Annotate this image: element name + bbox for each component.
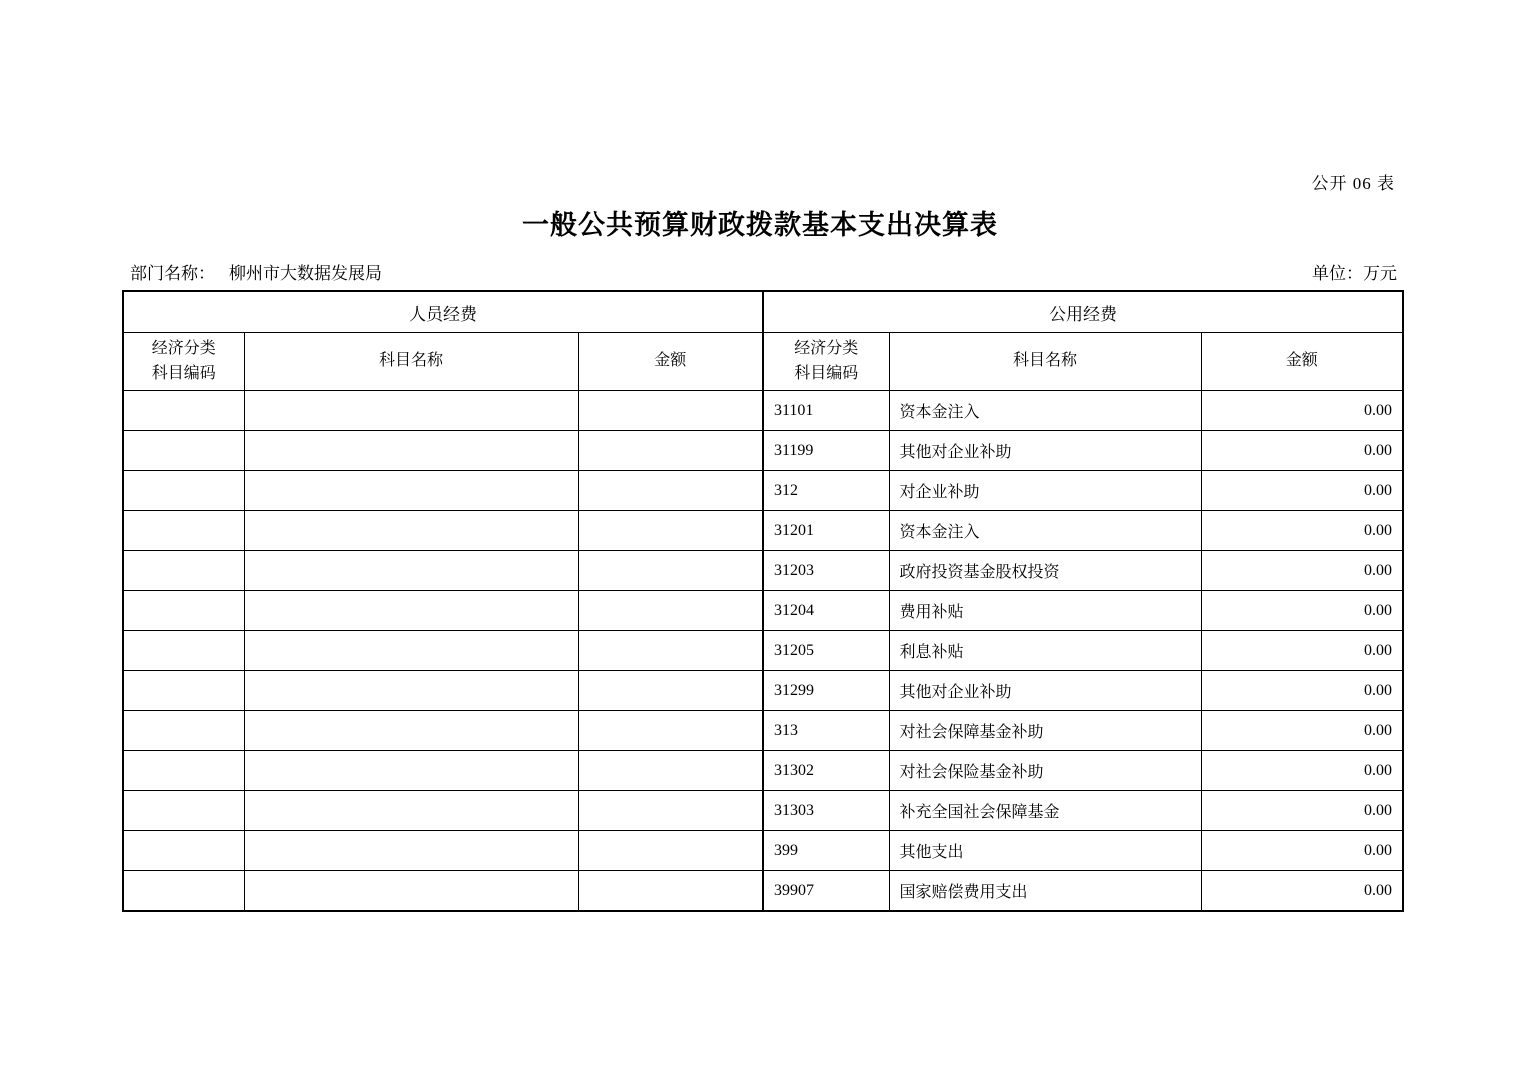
left-amount-cell bbox=[578, 831, 763, 871]
right-name-cell: 其他对企业补助 bbox=[889, 431, 1201, 471]
right-code-cell: 31201 bbox=[763, 511, 889, 551]
right-code-cell: 31204 bbox=[763, 591, 889, 631]
right-amount-cell: 0.00 bbox=[1201, 791, 1403, 831]
left-name-cell bbox=[244, 431, 578, 471]
right-code-cell: 39907 bbox=[763, 871, 889, 912]
left-name-cell bbox=[244, 791, 578, 831]
table-row bbox=[123, 511, 1403, 551]
right-amount-cell: 0.00 bbox=[1201, 871, 1403, 912]
left-name-cell bbox=[244, 671, 578, 711]
right-code-cell: 31203 bbox=[763, 551, 889, 591]
table-row bbox=[123, 631, 1403, 671]
department-value: 柳州市大数据发展局 bbox=[229, 264, 382, 283]
left-code-cell bbox=[123, 471, 244, 511]
left-amount-cell bbox=[578, 591, 763, 631]
right-name-cell: 对社会保障基金补助 bbox=[889, 711, 1201, 751]
left-code-cell bbox=[123, 391, 244, 431]
right-code-cell: 31101 bbox=[763, 391, 889, 431]
right-amount-cell: 0.00 bbox=[1201, 751, 1403, 791]
left-code-cell bbox=[123, 431, 244, 471]
left-name-cell bbox=[244, 591, 578, 631]
left-amount-cell bbox=[578, 711, 763, 751]
table-row bbox=[123, 711, 1403, 751]
left-code-cell bbox=[123, 751, 244, 791]
table-row bbox=[123, 551, 1403, 591]
section-header-row bbox=[123, 291, 1403, 333]
right-code-cell: 31205 bbox=[763, 631, 889, 671]
department-name bbox=[122, 259, 382, 284]
right-code-cell: 31302 bbox=[763, 751, 889, 791]
right-code-header-line2: 科目编码 bbox=[794, 364, 859, 382]
right-name-cell: 对企业补助 bbox=[889, 471, 1201, 511]
table-row bbox=[123, 671, 1403, 711]
left-amount-cell bbox=[578, 791, 763, 831]
left-name-cell bbox=[244, 711, 578, 751]
right-name-cell: 资本金注入 bbox=[889, 511, 1201, 551]
left-amount-cell bbox=[578, 871, 763, 912]
right-code-cell: 399 bbox=[763, 831, 889, 871]
left-code-cell bbox=[123, 551, 244, 591]
left-name-cell bbox=[244, 631, 578, 671]
department-label: 部门名称： bbox=[130, 264, 215, 283]
left-code-cell bbox=[123, 831, 244, 871]
right-code-header-line1: 经济分类 bbox=[794, 339, 859, 357]
left-code-cell bbox=[123, 511, 244, 551]
right-name-cell: 费用补贴 bbox=[889, 591, 1201, 631]
left-column-header-name: 科目名称 bbox=[244, 333, 578, 391]
left-code-cell bbox=[123, 871, 244, 912]
right-name-cell: 对社会保险基金补助 bbox=[889, 751, 1201, 791]
right-name-cell: 国家赔偿费用支出 bbox=[889, 871, 1201, 912]
table-body bbox=[123, 391, 1403, 912]
right-amount-cell: 0.00 bbox=[1201, 711, 1403, 751]
table-row bbox=[123, 591, 1403, 631]
right-code-cell: 31299 bbox=[763, 671, 889, 711]
table-row bbox=[123, 871, 1403, 912]
right-amount-cell: 0.00 bbox=[1201, 551, 1403, 591]
right-amount-cell: 0.00 bbox=[1201, 391, 1403, 431]
left-amount-cell bbox=[578, 431, 763, 471]
left-name-cell bbox=[244, 751, 578, 791]
left-column-header-code bbox=[123, 333, 244, 391]
table-row bbox=[123, 431, 1403, 471]
left-name-cell bbox=[244, 551, 578, 591]
left-amount-cell bbox=[578, 511, 763, 551]
right-name-cell: 补充全国社会保障基金 bbox=[889, 791, 1201, 831]
meta-row bbox=[122, 259, 1397, 284]
left-amount-cell bbox=[578, 551, 763, 591]
left-amount-cell bbox=[578, 671, 763, 711]
right-amount-cell: 0.00 bbox=[1201, 431, 1403, 471]
unit-label: 单位：万元 bbox=[1312, 264, 1397, 283]
right-name-cell: 资本金注入 bbox=[889, 391, 1201, 431]
left-code-header-line2: 科目编码 bbox=[151, 364, 216, 382]
left-amount-cell bbox=[578, 751, 763, 791]
form-number-label: 公开 06 表 bbox=[1311, 174, 1395, 193]
left-code-header-line1: 经济分类 bbox=[151, 339, 216, 357]
right-amount-cell: 0.00 bbox=[1201, 511, 1403, 551]
left-amount-cell bbox=[578, 471, 763, 511]
right-amount-cell: 0.00 bbox=[1201, 591, 1403, 631]
right-code-cell: 31303 bbox=[763, 791, 889, 831]
table-row bbox=[123, 391, 1403, 431]
right-code-cell: 312 bbox=[763, 471, 889, 511]
left-amount-cell bbox=[578, 391, 763, 431]
left-code-cell bbox=[123, 671, 244, 711]
right-name-cell: 政府投资基金股权投资 bbox=[889, 551, 1201, 591]
right-amount-cell: 0.00 bbox=[1201, 831, 1403, 871]
left-amount-cell bbox=[578, 631, 763, 671]
right-column-header-amount: 金额 bbox=[1201, 333, 1403, 391]
right-name-cell: 其他支出 bbox=[889, 831, 1201, 871]
table-row bbox=[123, 751, 1403, 791]
right-name-cell: 利息补贴 bbox=[889, 631, 1201, 671]
left-code-cell bbox=[123, 631, 244, 671]
section-header-public-funds: 公用经费 bbox=[763, 291, 1403, 333]
left-name-cell bbox=[244, 511, 578, 551]
table-row bbox=[123, 831, 1403, 871]
table-row bbox=[123, 471, 1403, 511]
left-name-cell bbox=[244, 871, 578, 912]
right-amount-cell: 0.00 bbox=[1201, 631, 1403, 671]
right-column-header-code bbox=[763, 333, 889, 391]
right-code-cell: 313 bbox=[763, 711, 889, 751]
left-name-cell bbox=[244, 471, 578, 511]
right-name-cell: 其他对企业补助 bbox=[889, 671, 1201, 711]
left-code-cell bbox=[123, 791, 244, 831]
right-amount-cell: 0.00 bbox=[1201, 671, 1403, 711]
right-amount-cell: 0.00 bbox=[1201, 471, 1403, 511]
section-header-personnel-funds: 人员经费 bbox=[123, 291, 763, 333]
left-name-cell bbox=[244, 831, 578, 871]
budget-table bbox=[122, 290, 1404, 912]
page-title: 一般公共预算财政拨款基本支出决算表 bbox=[522, 210, 998, 240]
right-code-cell: 31199 bbox=[763, 431, 889, 471]
left-code-cell bbox=[123, 591, 244, 631]
right-column-header-name: 科目名称 bbox=[889, 333, 1201, 391]
left-code-cell bbox=[123, 711, 244, 751]
left-column-header-amount: 金额 bbox=[578, 333, 763, 391]
table-row bbox=[123, 791, 1403, 831]
left-name-cell bbox=[244, 391, 578, 431]
column-header-row bbox=[123, 333, 1403, 391]
